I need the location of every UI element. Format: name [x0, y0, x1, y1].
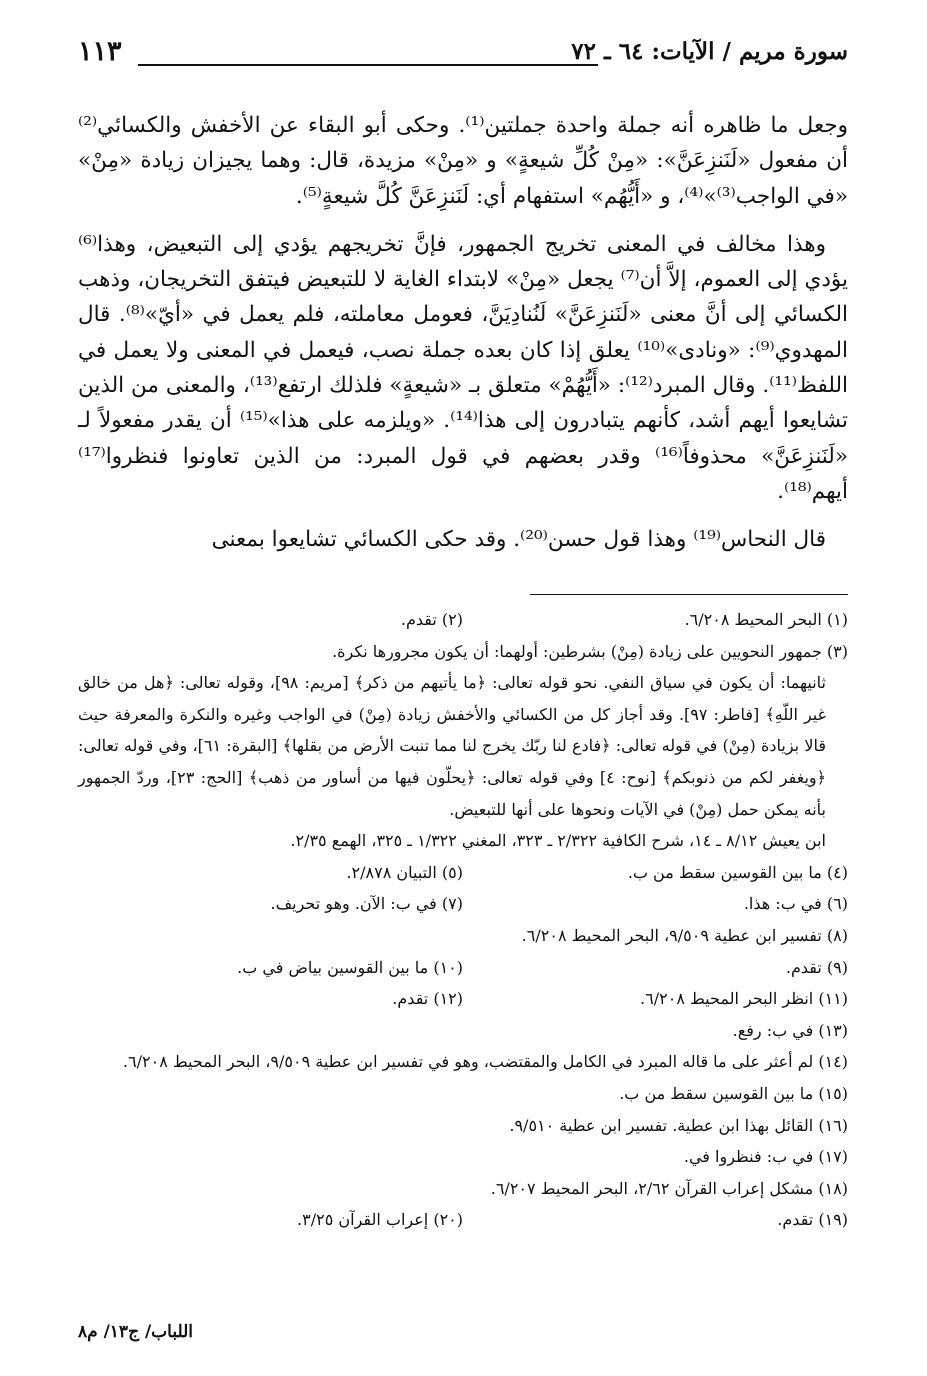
- main-text: [78, 108, 848, 571]
- footnote-row: [78, 604, 848, 636]
- footnote-13: (١٣) في ب: رفع.: [732, 1020, 848, 1040]
- footnote-row: [78, 888, 848, 920]
- footnotes: [78, 604, 848, 1236]
- footnote-11: (١١) انظر البحر المحيط ٦/٢٠٨.: [640, 989, 848, 1009]
- footnote-18: (١٨) مشكل إعراب القرآن ٢/٦٢، البحر المحيط ٦/٢٠٧.: [490, 1178, 848, 1198]
- footnote-3-sources: ابن يعيش ٨/١٢ ـ ١٤، شرح الكافية ٢/٣٢٢ ـ ٣٢٣، المغني ١/٣٢٢ ـ ٣٢٥، الهمع ٢/٣٥.: [290, 831, 826, 851]
- footnote-7: (٧) في ب: الآن. وهو تحريف.: [270, 894, 463, 914]
- running-header: [78, 36, 848, 76]
- footnote-8: (٨) تفسير ابن عطية ٩/٥٠٩، البحر المحيط ٦/٢٠٨.: [521, 925, 848, 945]
- signature-mark: اللباب/ ج١٣/ م٨: [78, 1322, 194, 1342]
- footnote-row: [78, 857, 848, 889]
- footnote-2: (٢) تقدم.: [400, 610, 463, 629]
- footnote-1: (١) البحر المحيط ٦/٢٠٨.: [684, 610, 848, 629]
- footnote-10: (١٠) ما بين القوسين بياض في ب.: [237, 957, 463, 977]
- footnote-12: (١٢) تقدم.: [392, 989, 463, 1009]
- paragraph-2: وهذا مخالف في المعنى تخريج الجمهور، فإنَّ تخريجهم يؤدي إلى التبعيض، وهذا⁽⁶⁾ يؤدي إلى العموم، إلاَّ أن⁽⁷⁾ يجعل «مِنْ» لابتداء الغاية لا للتبعيض فيتفق التخريجان، وذهب الكسائي إلى أنَّ معنى «لَنَنزِعَنَّ» لَنُنادِيَنَّ، فعومل معاملته، فلم يعمل في «أيّ»⁽⁸⁾. قال المهدوي⁽⁹⁾: «ونادى»⁽¹⁰⁾ يعلق إذا كان بعده جملة نصب، فيعمل في المعنى ولا يعمل في اللفظ⁽¹¹⁾. وقال المبرد⁽¹²⁾: «أَيُّهُمْ» متعلق بـ «شيعةٍ» فلذلك ارتفع⁽¹³⁾، والمعنى من الذين تشايعوا أيهم أشد، كأنهم يتبادرون إلى هذا⁽¹⁴⁾. «ويلزمه على هذا»⁽¹⁵⁾ أن يقدر مفعولاً لـ «لَنَنزِعَنَّ» محذوفاً⁽¹⁶⁾ وقدر بعضهم في قول المبرد: من الذين تعاونوا فنظروا⁽¹⁷⁾ أيهم⁽¹⁸⁾.: [78, 231, 849, 504]
- footnote-9: (٩) تقدم.: [785, 957, 848, 977]
- footnote-row: [78, 952, 848, 984]
- footnote-row: [78, 983, 848, 1015]
- paragraph-3: قال النحاس⁽¹⁹⁾ وهذا قول حسن⁽²⁰⁾. وقد حكى الكسائي تشايعوا بمعنى: [211, 527, 826, 553]
- footnote-15: (١٥) ما بين القوسين سقط من ب.: [619, 1083, 848, 1103]
- footnote-16: (١٦) القائل بهذا ابن عطية. تفسير ابن عطية ٩/٥١٠.: [509, 1115, 848, 1135]
- page-number: ١١٣: [78, 36, 122, 67]
- header-title: سورة مريم / الآيات: ٦٤ ـ ٧٢: [571, 38, 848, 65]
- footnote-row: [78, 1204, 848, 1236]
- paragraph-1: وجعل ما ظاهره أنه جملة واحدة جملتين⁽¹⁾. وحكى أبو البقاء عن الأخفش والكسائي⁽²⁾ أن مفعول «لَنَنزِعَنَّ»: «مِنْ كُلِّ شيعةٍ» و «مِنْ» مزيدة، قال: وهما يجيزان زيادة «مِنْ» «في الواجب⁽³⁾»⁽⁴⁾، و «أَيُّهُم» استفهام أي: لَنَنزِعَنَّ كُلَّ شيعةٍ⁽⁵⁾.: [78, 113, 848, 209]
- footnote-5: (٥) التبيان ٢/٨٧٨.: [346, 862, 463, 882]
- footnote-14: (١٤) لم أعثر على ما قاله المبرد في الكامل والمقتضب، وهو في تفسير ابن عطية ٩/٥٠٩، البحر المحيط ٦/٢٠٨.: [122, 1052, 848, 1072]
- footnote-separator: [530, 594, 848, 595]
- footnote-20: (٢٠) إعراب القرآن ٣/٢٥.: [297, 1210, 463, 1230]
- footnote-3: (٣) جمهور النحويين على زيادة (مِنْ) بشرطين: أولهما: أن يكون مجرورها نكرة.: [332, 641, 848, 661]
- footnote-17: (١٧) في ب: فنظروا في.: [683, 1147, 848, 1167]
- footnote-4: (٤) ما بين القوسين سقط من ب.: [627, 862, 848, 882]
- footnote-3-continued: ثانيهما: أن يكون في سياق النفي. نحو قوله تعالى: ﴿ما يأتيهم من ذكر﴾ [مريم: ٩٨]، وقوله تعالى: ﴿هل من خالق غير اللّهِ﴾ [فاطر: ٩٧]. وقد أجاز كل من الكسائي والأخفش زيادة (مِنْ) في الواجب وغيره والنكرة والمعرفة حيث قالا بزيادة (مِنْ) في قوله تعالى: ﴿فادع لنا ربّك يخرج لنا مما تنبت الأرض من بقلها﴾ [البقرة: ٦١]، وفي قوله تعالى: ﴿ويغفر لكم من ذنوبكم﴾ [نوح: ٤] وفي قوله تعالى: ﴿يحلّون فيها من أساور من ذهب﴾ [الحج: ٢٣]، وردّ الجمهور بأنه يمكن حمل (مِنْ) في الآيات ونحوها على أنها للتبعيض.: [78, 673, 827, 819]
- footnote-6: (٦) في ب: هذا.: [743, 894, 848, 914]
- footnote-19: (١٩) تقدم.: [777, 1210, 848, 1230]
- header-rule: [138, 64, 598, 66]
